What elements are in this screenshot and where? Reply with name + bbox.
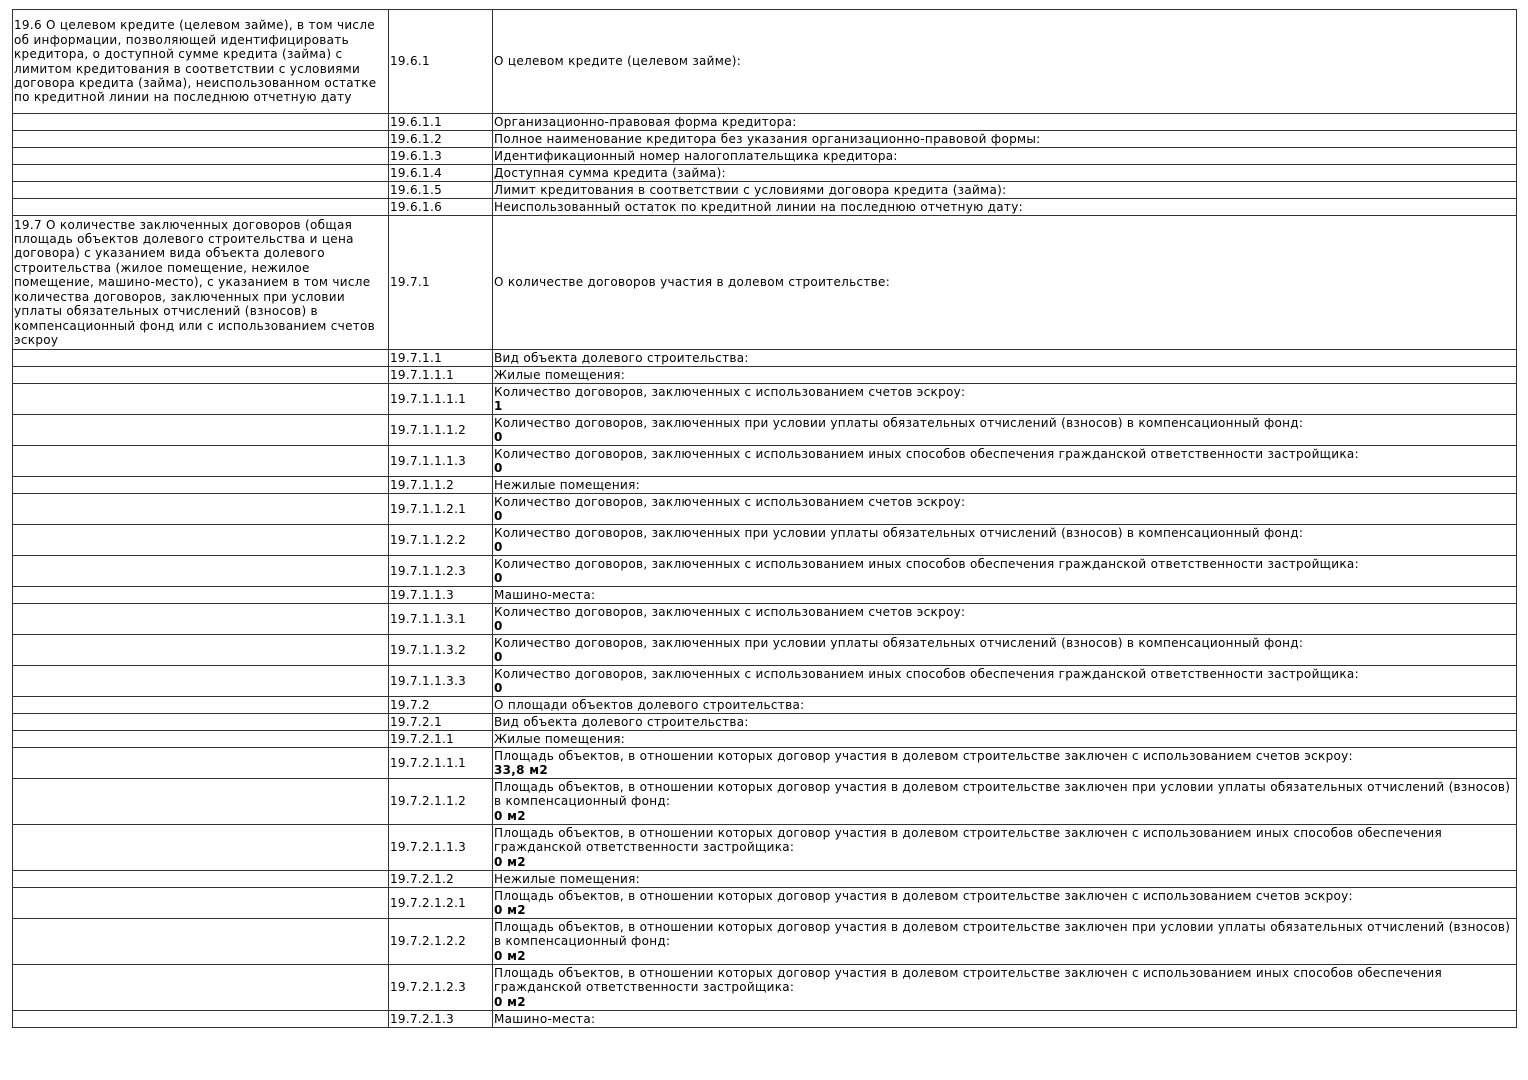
- table-row: [13, 871, 1517, 888]
- item-code: 19.7.1.1.1.1: [389, 384, 493, 415]
- item-cell: [493, 182, 1517, 199]
- item-cell: [493, 779, 1517, 825]
- table-row: [13, 477, 1517, 494]
- item-label: Доступная сумма кредита (займа):: [494, 165, 726, 180]
- item-label: Неиспользованный остаток по кредитной линии на последнюю отчетную дату:: [494, 199, 1023, 214]
- item-cell: [493, 446, 1517, 477]
- item-label: О площади объектов долевого строительства:: [494, 697, 805, 712]
- empty-cell: [13, 494, 389, 525]
- item-value: 0: [494, 461, 503, 475]
- item-value: 0 м2: [494, 854, 526, 869]
- item-code: 19.7.1.1.3: [389, 587, 493, 604]
- table-row: [13, 182, 1517, 199]
- item-label: Количество договоров, заключенных с использованием счетов эскроу:: [494, 384, 966, 399]
- item-code: 19.6.1: [389, 10, 493, 114]
- item-cell: [493, 148, 1517, 165]
- item-label: Площадь объектов, в отношении которых договор участия в долевом строительстве заключен с использованием иных способов обеспечения гражданской ответственности застройщика:: [494, 965, 1443, 995]
- item-cell: [493, 919, 1517, 965]
- item-cell: [493, 165, 1517, 182]
- item-code: 19.7.2.1.1.2: [389, 779, 493, 825]
- table-row: [13, 494, 1517, 525]
- declaration-table: [12, 9, 1517, 1028]
- item-label: Количество договоров, заключенных с использованием счетов эскроу:: [494, 494, 966, 509]
- empty-cell: [13, 919, 389, 965]
- table-row: [13, 131, 1517, 148]
- item-code: 19.7.1: [389, 216, 493, 350]
- item-code: 19.6.1.3: [389, 148, 493, 165]
- table-row: [13, 165, 1517, 182]
- empty-cell: [13, 131, 389, 148]
- item-label: Машино-места:: [494, 1011, 596, 1026]
- table-row: [13, 779, 1517, 825]
- item-cell: [493, 131, 1517, 148]
- item-cell: [493, 10, 1517, 114]
- item-label: Вид объекта долевого строительства:: [494, 714, 749, 729]
- empty-cell: [13, 888, 389, 919]
- item-label: Площадь объектов, в отношении которых договор участия в долевом строительстве заключен при условии уплаты обязательных отчислений (взносов) в компенсационный фонд:: [494, 919, 1511, 949]
- item-cell: [493, 216, 1517, 350]
- item-label: Лимит кредитования в соответствии с условиями договора кредита (займа):: [494, 182, 1007, 197]
- empty-cell: [13, 714, 389, 731]
- table-row: [13, 446, 1517, 477]
- item-code: 19.7.2.1.2: [389, 871, 493, 888]
- item-value: 0 м2: [494, 903, 526, 917]
- table-row: [13, 714, 1517, 731]
- empty-cell: [13, 367, 389, 384]
- item-code: 19.7.1.1.2: [389, 477, 493, 494]
- table-row: [13, 367, 1517, 384]
- table-row: [13, 415, 1517, 446]
- section-title-cell: 19.6 О целевом кредите (целевом займе), в том числе об информации, позволяющей идентифицировать кредитора, о доступной сумме кредита (займа) с лимитом кредитования в соответствии с условиями договора кредита (займа), неиспользованном остатке по кредитной линии на последнюю отчетную дату: [13, 10, 389, 114]
- item-cell: [493, 494, 1517, 525]
- empty-cell: [13, 446, 389, 477]
- item-value: 0: [494, 540, 503, 554]
- empty-cell: [13, 779, 389, 825]
- table-row: [13, 556, 1517, 587]
- empty-cell: [13, 635, 389, 666]
- item-code: 19.7.1.1.2.1: [389, 494, 493, 525]
- item-code: 19.7.1.1.2.3: [389, 556, 493, 587]
- item-label: Нежилые помещения:: [494, 871, 640, 886]
- item-cell: [493, 871, 1517, 888]
- table-row: [13, 587, 1517, 604]
- item-label: Количество договоров, заключенных при условии уплаты обязательных отчислений (взносов) в компенсационный фонд:: [494, 635, 1304, 650]
- empty-cell: [13, 182, 389, 199]
- table-row: [13, 114, 1517, 131]
- item-label: Идентификационный номер налогоплательщика кредитора:: [494, 148, 898, 163]
- item-label: Количество договоров, заключенных с использованием счетов эскроу:: [494, 604, 966, 619]
- item-cell: [493, 367, 1517, 384]
- empty-cell: [13, 587, 389, 604]
- item-label: Площадь объектов, в отношении которых договор участия в долевом строительстве заключен при условии уплаты обязательных отчислений (взносов) в компенсационный фонд:: [494, 779, 1511, 809]
- document-page: [12, 9, 1516, 1028]
- table-row: [13, 965, 1517, 1011]
- item-value: 0: [494, 571, 503, 585]
- empty-cell: [13, 415, 389, 446]
- item-code: 19.7.1.1.1.2: [389, 415, 493, 446]
- item-label: Нежилые помещения:: [494, 477, 640, 492]
- item-value: 0 м2: [494, 994, 526, 1009]
- item-code: 19.6.1.4: [389, 165, 493, 182]
- empty-cell: [13, 350, 389, 367]
- item-cell: [493, 604, 1517, 635]
- table-row: [13, 825, 1517, 871]
- item-label: Количество договоров, заключенных с использованием иных способов обеспечения гражданской ответственности застройщика:: [494, 556, 1359, 571]
- item-cell: [493, 114, 1517, 131]
- item-code: 19.7.2.1.1: [389, 731, 493, 748]
- table-row: [13, 666, 1517, 697]
- item-cell: [493, 384, 1517, 415]
- item-cell: [493, 199, 1517, 216]
- item-label: Количество договоров, заключенных при условии уплаты обязательных отчислений (взносов) в компенсационный фонд:: [494, 415, 1304, 430]
- empty-cell: [13, 825, 389, 871]
- table-row: [13, 384, 1517, 415]
- item-code: 19.7.1.1.3.1: [389, 604, 493, 635]
- item-value: 0: [494, 650, 503, 664]
- table-row: [13, 148, 1517, 165]
- item-code: 19.6.1.1: [389, 114, 493, 131]
- item-code: 19.6.1.6: [389, 199, 493, 216]
- item-code: 19.7.2.1.1.3: [389, 825, 493, 871]
- empty-cell: [13, 114, 389, 131]
- item-code: 19.6.1.5: [389, 182, 493, 199]
- empty-cell: [13, 697, 389, 714]
- item-value: 0: [494, 681, 503, 695]
- item-label: Жилые помещения:: [494, 731, 626, 746]
- item-cell: [493, 697, 1517, 714]
- item-label: Жилые помещения:: [494, 367, 626, 382]
- table-row: [13, 731, 1517, 748]
- item-code: 19.7.1.1.3.3: [389, 666, 493, 697]
- empty-cell: [13, 748, 389, 779]
- empty-cell: [13, 871, 389, 888]
- section-title-cell: 19.7 О количестве заключенных договоров (общая площадь объектов долевого строительства и цена договора) с указанием вида объекта долевого строительства (жилое помещение, нежилое помещение, машино-место), с указанием в том числе количества договоров, заключенных при условии уплаты обязательных отчислений (взносов) в компенсационный фонд или с использованием счетов эскроу: [13, 216, 389, 350]
- item-label: Площадь объектов, в отношении которых договор участия в долевом строительстве заключен с использованием счетов эскроу:: [494, 888, 1353, 903]
- item-value: 33,8 м2: [494, 763, 549, 777]
- item-code: 19.7.2: [389, 697, 493, 714]
- item-label: Вид объекта долевого строительства:: [494, 350, 749, 365]
- empty-cell: [13, 384, 389, 415]
- table-row: [13, 697, 1517, 714]
- table-row: [13, 919, 1517, 965]
- item-value: 0: [494, 619, 503, 633]
- item-value: 0 м2: [494, 948, 526, 963]
- empty-cell: [13, 604, 389, 635]
- item-cell: [493, 666, 1517, 697]
- empty-cell: [13, 477, 389, 494]
- item-value: 0 м2: [494, 808, 526, 823]
- item-code: 19.6.1.2: [389, 131, 493, 148]
- table-row: [13, 199, 1517, 216]
- table-row: [13, 1011, 1517, 1028]
- item-code: 19.7.2.1.2.3: [389, 965, 493, 1011]
- empty-cell: [13, 148, 389, 165]
- empty-cell: [13, 965, 389, 1011]
- item-code: 19.7.1.1.2.2: [389, 525, 493, 556]
- item-cell: [493, 731, 1517, 748]
- item-value: 1: [494, 399, 503, 413]
- item-value: 0: [494, 430, 503, 444]
- table-row: [13, 888, 1517, 919]
- empty-cell: [13, 199, 389, 216]
- item-cell: [493, 748, 1517, 779]
- item-cell: [493, 587, 1517, 604]
- item-code: 19.7.2.1.1.1: [389, 748, 493, 779]
- item-cell: [493, 1011, 1517, 1028]
- item-cell: [493, 825, 1517, 871]
- item-label: Количество договоров, заключенных с использованием иных способов обеспечения гражданской ответственности застройщика:: [494, 446, 1359, 461]
- item-cell: [493, 525, 1517, 556]
- item-code: 19.7.2.1.2.1: [389, 888, 493, 919]
- item-code: 19.7.2.1: [389, 714, 493, 731]
- item-code: 19.7.2.1.3: [389, 1011, 493, 1028]
- item-label: Организационно-правовая форма кредитора:: [494, 114, 797, 129]
- item-cell: [493, 714, 1517, 731]
- item-cell: [493, 350, 1517, 367]
- item-label: О целевом кредите (целевом займе):: [494, 54, 742, 69]
- item-code: 19.7.1.1.1: [389, 367, 493, 384]
- table-row: [13, 525, 1517, 556]
- item-label: Площадь объектов, в отношении которых договор участия в долевом строительстве заключен с использованием иных способов обеспечения гражданской ответственности застройщика:: [494, 825, 1443, 855]
- item-label: Количество договоров, заключенных при условии уплаты обязательных отчислений (взносов) в компенсационный фонд:: [494, 525, 1304, 540]
- item-label: О количестве договоров участия в долевом строительстве:: [494, 275, 891, 290]
- item-value: 0: [494, 509, 503, 523]
- item-cell: [493, 965, 1517, 1011]
- table-row: [13, 216, 1517, 350]
- item-label: Полное наименование кредитора без указания организационно-правовой формы:: [494, 131, 1041, 146]
- item-code: 19.7.1.1: [389, 350, 493, 367]
- item-code: 19.7.1.1.1.3: [389, 446, 493, 477]
- declaration-table-body: [13, 10, 1517, 1028]
- item-cell: [493, 635, 1517, 666]
- item-label: Площадь объектов, в отношении которых договор участия в долевом строительстве заключен с использованием счетов эскроу:: [494, 748, 1353, 763]
- empty-cell: [13, 556, 389, 587]
- item-cell: [493, 888, 1517, 919]
- item-code: 19.7.2.1.2.2: [389, 919, 493, 965]
- item-cell: [493, 477, 1517, 494]
- item-cell: [493, 556, 1517, 587]
- empty-cell: [13, 525, 389, 556]
- item-label: Количество договоров, заключенных с использованием иных способов обеспечения гражданской ответственности застройщика:: [494, 666, 1359, 681]
- table-row: [13, 10, 1517, 114]
- item-label: Машино-места:: [494, 587, 596, 602]
- empty-cell: [13, 731, 389, 748]
- empty-cell: [13, 165, 389, 182]
- empty-cell: [13, 666, 389, 697]
- table-row: [13, 748, 1517, 779]
- table-row: [13, 604, 1517, 635]
- table-row: [13, 350, 1517, 367]
- item-cell: [493, 415, 1517, 446]
- empty-cell: [13, 1011, 389, 1028]
- item-code: 19.7.1.1.3.2: [389, 635, 493, 666]
- table-row: [13, 635, 1517, 666]
